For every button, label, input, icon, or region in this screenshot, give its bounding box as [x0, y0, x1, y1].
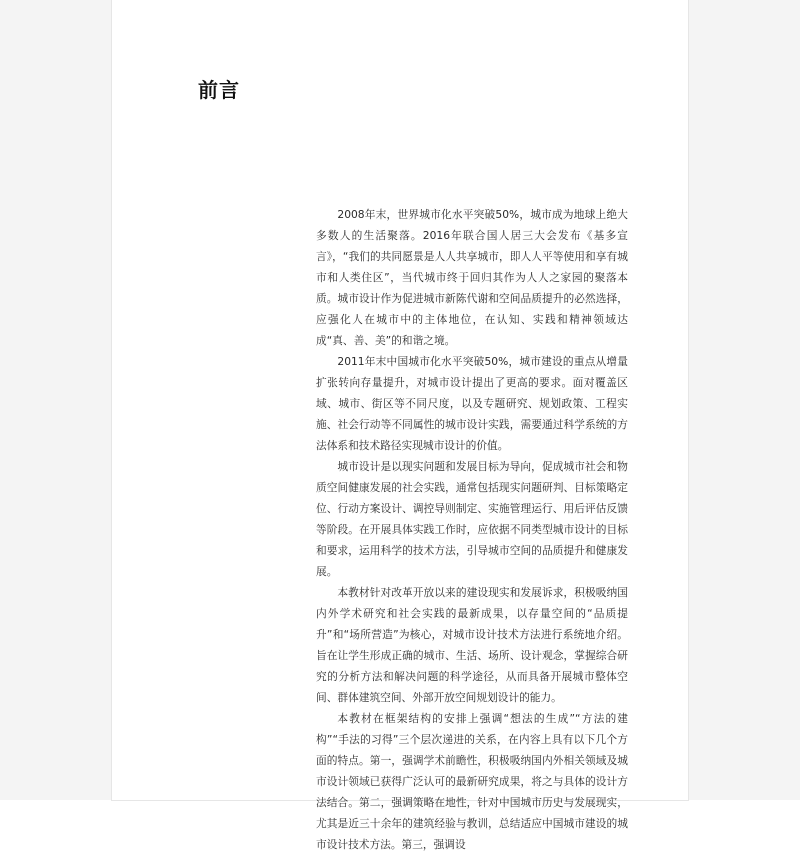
left-margin [0, 0, 112, 800]
page-title: 前言 [198, 78, 240, 102]
body-text [316, 204, 628, 855]
paragraph-1: 2008年末，世界城市化水平突破50%，城市成为地球上绝大多数人的生活聚落。2016年联合国人居三大会发布《基多宣言》，“我们的共同愿景是人人共享城市，即人人平等使用和享有城市和人类住区”，当代城市终于回归其作为人人之家园的聚落本质。城市设计作为促进城市新陈代谢和空间品质提升的必然选择，应强化人在城市中的主体地位，在认知、实践和精神领域达成“真、善、美”的和谐之境。 [316, 208, 628, 347]
paragraph-3: 城市设计是以现实问题和发展目标为导向，促成城市社会和物质空间健康发展的社会实践，通常包括现实问题研判、目标策略定位、行动方案设计、调控导则制定、实施管理运行、用后评估反馈等阶段。在开展具体实践工作时，应依据不同类型城市设计的目标和要求，运用科学的技术方法，引导城市空间的品质提升和健康发展。 [316, 460, 628, 578]
paragraph-2: 2011年末中国城市化水平突破50%，城市建设的重点从增量扩张转向存量提升，对城市设计提出了更高的要求。面对覆盖区域、城市、街区等不同尺度，以及专题研究、规划政策、工程实施、社会行动等不同属性的城市设计实践，需要通过科学系统的方法体系和技术路径实现城市设计的价值。 [316, 355, 628, 452]
right-margin [688, 0, 800, 800]
paragraph-4: 本教材针对改革开放以来的建设现实和发展诉求，积极吸纳国内外学术研究和社会实践的最新成果，以存量空间的“品质提升”和“场所营造”为核心，对城市设计技术方法进行系统地介绍。旨在让学生形成正确的城市、生活、场所、设计观念，掌握综合研究的分析方法和解决问题的科学途径，从而具备开展城市整体空间、群体建筑空间、外部开放空间规划设计的能力。 [316, 586, 628, 704]
paragraph-5: 本教材在框架结构的安排上强调“想法的生成”“方法的建构”“手法的习得”三个层次递进的关系，在内容上具有以下几个方面的特点。第一，强调学术前瞻性，积极吸纳国内外相关领域及城市设计领域已获得广泛认可的最新研究成果，将之与具体的设计方法结合。第二，强调策略在地性，针对中国城市历史与发展现实，尤其是近三十余年的建筑经验与教训，总结适应中国城市建设的城市设计技术方法。第三，强调设 [316, 712, 628, 851]
